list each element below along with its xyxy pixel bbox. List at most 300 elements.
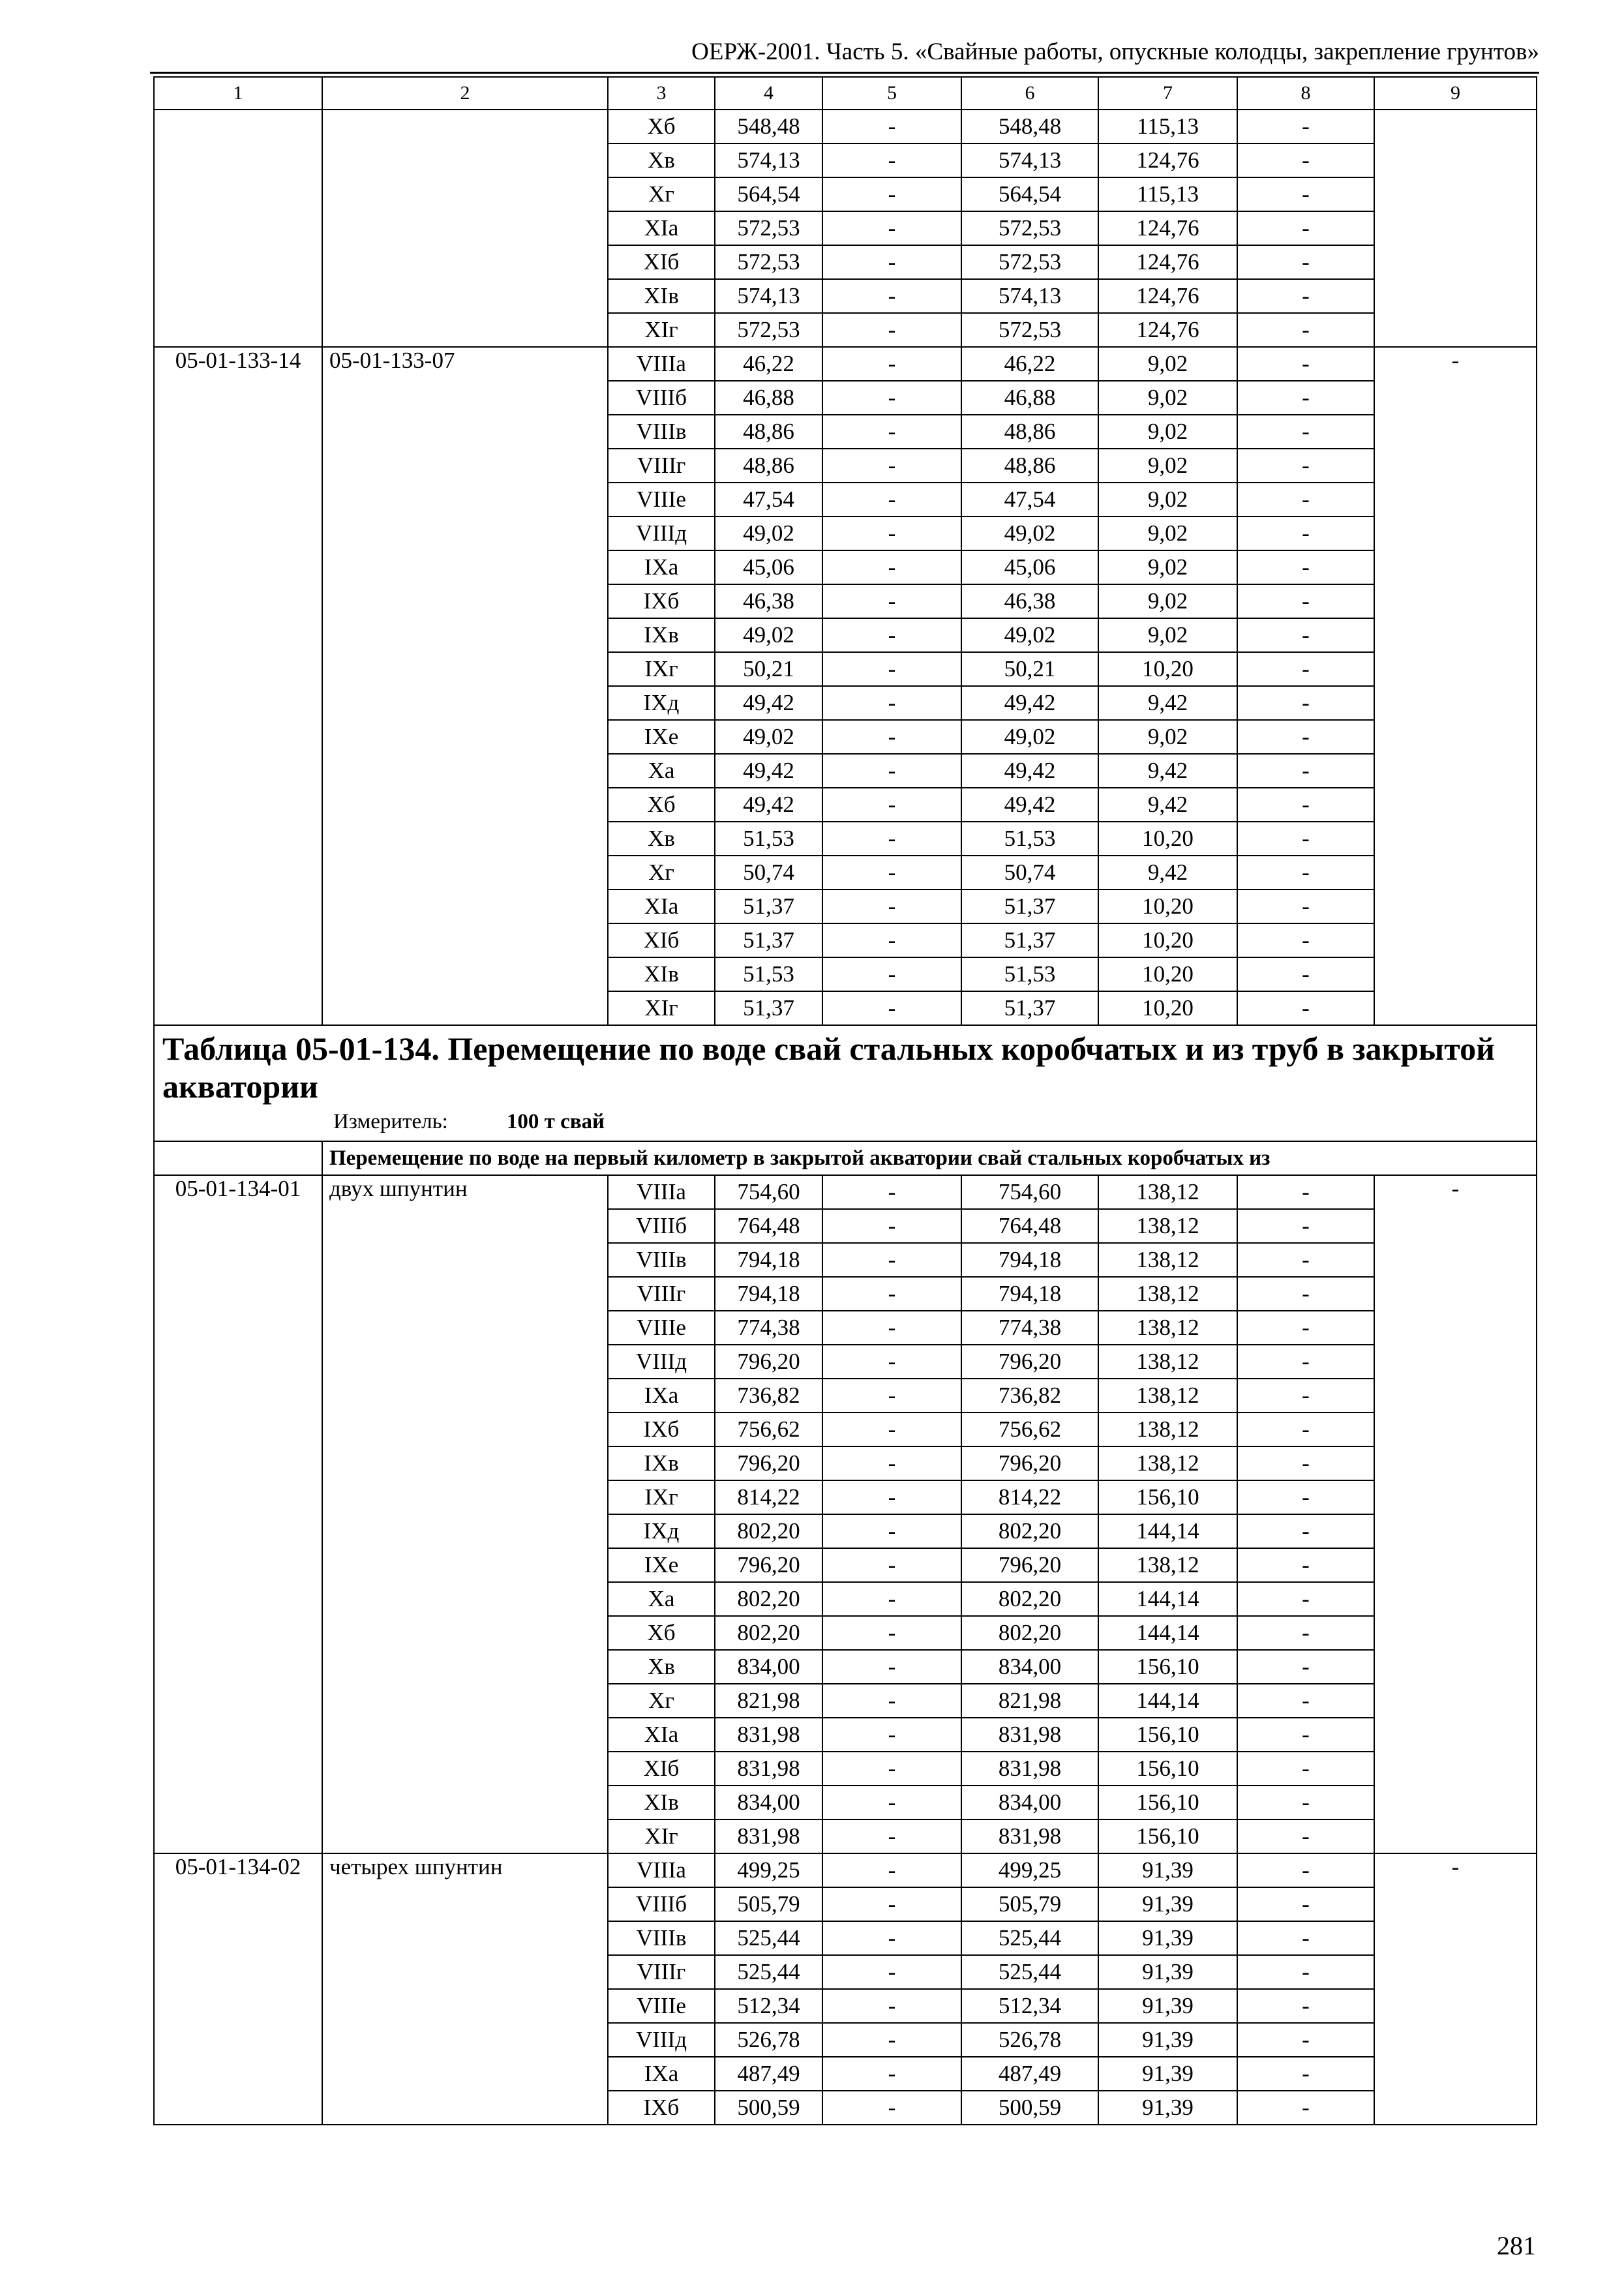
machine-cost-cell: 48,86 [961,415,1098,449]
machine-cost-cell: 51,37 [961,890,1098,923]
norm-name: 05-01-133-07 [322,347,608,1025]
materials-cell: - [1237,788,1374,822]
driver-wage-cell: 9,02 [1098,381,1237,415]
materials-cell: - [1237,483,1374,516]
page-number: 281 [1497,2231,1536,2260]
unit-value: 100 т свай [506,1110,605,1133]
class-cell: VIIIа [608,347,715,381]
driver-wage-cell: 156,10 [1098,1752,1237,1786]
materials-cell: - [1237,652,1374,686]
total-cost-cell: 821,98 [715,1684,822,1718]
class-cell: VIIIд [608,516,715,550]
machine-cost-cell: 574,13 [961,143,1098,177]
materials-cell: - [1237,618,1374,652]
driver-wage-cell: 91,39 [1098,1921,1237,1955]
machine-cost-cell: 796,20 [961,1446,1098,1480]
driver-wage-cell: 138,12 [1098,1175,1237,1209]
machine-cost-cell: 814,22 [961,1480,1098,1514]
wage-cell: - [822,143,961,177]
total-cost-cell: 834,00 [715,1650,822,1684]
class-cell: Xа [608,754,715,788]
class-cell: XIг [608,1819,715,1853]
column-number: 9 [1374,77,1537,110]
wage-cell: - [822,1548,961,1582]
unit-line [162,1105,1528,1138]
machine-cost-cell: 831,98 [961,1752,1098,1786]
total-cost-cell: 49,02 [715,516,822,550]
machine-cost-cell: 794,18 [961,1243,1098,1277]
wage-cell: - [822,177,961,211]
class-cell: VIIIб [608,381,715,415]
class-cell: XIа [608,211,715,245]
machine-cost-cell: 774,38 [961,1311,1098,1345]
class-cell: VIIIг [608,1277,715,1311]
materials-cell: - [1237,177,1374,211]
class-cell: XIв [608,279,715,313]
class-cell: XIв [608,957,715,991]
total-cost-cell: 49,42 [715,788,822,822]
col9-value: - [1374,1853,1537,2125]
total-cost-cell: 50,21 [715,652,822,686]
materials-cell: - [1237,856,1374,890]
class-cell: VIIIв [608,1921,715,1955]
class-cell: XIб [608,923,715,957]
wage-cell: - [822,550,961,584]
column-number-row [154,77,1537,110]
total-cost-cell: 794,18 [715,1277,822,1311]
machine-cost-cell: 526,78 [961,2023,1098,2057]
class-cell: Xг [608,177,715,211]
wage-cell: - [822,2057,961,2091]
norm-code: 05-01-134-02 [154,1853,322,2125]
materials-cell: - [1237,2023,1374,2057]
driver-wage-cell: 138,12 [1098,1243,1237,1277]
driver-wage-cell: 156,10 [1098,1480,1237,1514]
class-cell: IXб [608,2091,715,2125]
wage-cell: - [822,754,961,788]
class-cell: XIв [608,1786,715,1819]
wage-cell: - [822,1786,961,1819]
machine-cost-cell: 51,37 [961,923,1098,957]
wage-cell: - [822,1684,961,1718]
class-cell: Xб [608,1616,715,1650]
driver-wage-cell: 144,14 [1098,1514,1237,1548]
wage-cell: - [822,584,961,618]
materials-cell: - [1237,279,1374,313]
machine-cost-cell: 512,34 [961,1989,1098,2023]
wage-cell: - [822,1311,961,1345]
materials-cell: - [1237,415,1374,449]
class-cell: IXе [608,720,715,754]
total-cost-cell: 48,86 [715,415,822,449]
norm-name [322,110,608,347]
materials-cell: - [1237,1989,1374,2023]
total-cost-cell: 774,38 [715,1311,822,1345]
class-cell: IXб [608,584,715,618]
class-cell: VIIIа [608,1175,715,1209]
total-cost-cell: 548,48 [715,110,822,143]
total-cost-cell: 47,54 [715,483,822,516]
wage-cell: - [822,1819,961,1853]
driver-wage-cell: 9,02 [1098,483,1237,516]
class-cell: IXв [608,1446,715,1480]
column-number: 2 [322,77,608,110]
materials-cell: - [1237,1480,1374,1514]
driver-wage-cell: 10,20 [1098,957,1237,991]
total-cost-cell: 756,62 [715,1413,822,1446]
col9-value [1374,110,1537,347]
wage-cell: - [822,449,961,483]
class-cell: VIIIе [608,1311,715,1345]
wage-cell: - [822,1480,961,1514]
total-cost-cell: 46,88 [715,381,822,415]
driver-wage-cell: 9,02 [1098,449,1237,483]
materials-cell: - [1237,754,1374,788]
machine-cost-cell: 50,74 [961,856,1098,890]
column-number: 1 [154,77,322,110]
norm-code [154,110,322,347]
materials-cell: - [1237,449,1374,483]
machine-cost-cell: 574,13 [961,279,1098,313]
total-cost-cell: 49,02 [715,720,822,754]
materials-cell: - [1237,1243,1374,1277]
machine-cost-cell: 821,98 [961,1684,1098,1718]
driver-wage-cell: 10,20 [1098,652,1237,686]
col9-value: - [1374,1175,1537,1853]
materials-cell: - [1237,1684,1374,1718]
materials-cell: - [1237,2057,1374,2091]
driver-wage-cell: 9,42 [1098,856,1237,890]
materials-cell: - [1237,110,1374,143]
machine-cost-cell: 736,82 [961,1379,1098,1413]
wage-cell: - [822,1345,961,1379]
driver-wage-cell: 138,12 [1098,1379,1237,1413]
machine-cost-cell: 764,48 [961,1209,1098,1243]
col9-value: - [1374,347,1537,1025]
materials-cell: - [1237,1650,1374,1684]
materials-cell: - [1237,1446,1374,1480]
class-cell: XIг [608,313,715,347]
total-cost-cell: 831,98 [715,1718,822,1752]
driver-wage-cell: 9,02 [1098,720,1237,754]
wage-cell: - [822,991,961,1025]
wage-cell: - [822,1209,961,1243]
wage-cell: - [822,1582,961,1616]
class-cell: IXв [608,618,715,652]
driver-wage-cell: 156,10 [1098,1786,1237,1819]
materials-cell: - [1237,1582,1374,1616]
total-cost-cell: 802,20 [715,1514,822,1548]
class-cell: Xв [608,1650,715,1684]
wage-cell: - [822,1277,961,1311]
class-cell: VIIIд [608,2023,715,2057]
materials-cell: - [1237,1752,1374,1786]
materials-cell: - [1237,1786,1374,1819]
wage-cell: - [822,313,961,347]
class-cell: VIIIб [608,1887,715,1921]
materials-cell: - [1237,211,1374,245]
driver-wage-cell: 91,39 [1098,1955,1237,1989]
machine-cost-cell: 834,00 [961,1650,1098,1684]
machine-cost-cell: 548,48 [961,110,1098,143]
wage-cell: - [822,347,961,381]
materials-cell: - [1237,313,1374,347]
total-cost-cell: 796,20 [715,1446,822,1480]
table-row [154,1853,1537,1887]
materials-cell: - [1237,1616,1374,1650]
total-cost-cell: 512,34 [715,1989,822,2023]
total-cost-cell: 754,60 [715,1175,822,1209]
subheading: Перемещение по воде на первый километр в закрытой акватории свай стальных коробчатых из [322,1141,1537,1175]
wage-cell: - [822,957,961,991]
machine-cost-cell: 802,20 [961,1514,1098,1548]
class-cell: Xг [608,856,715,890]
class-cell: IXа [608,1379,715,1413]
total-cost-cell: 572,53 [715,245,822,279]
driver-wage-cell: 9,42 [1098,686,1237,720]
column-number: 8 [1237,77,1374,110]
wage-cell: - [822,1175,961,1209]
class-cell: Xб [608,788,715,822]
machine-cost-cell: 802,20 [961,1582,1098,1616]
class-cell: VIIIб [608,1209,715,1243]
class-cell: Xв [608,822,715,856]
total-cost-cell: 49,42 [715,754,822,788]
total-cost-cell: 45,06 [715,550,822,584]
wage-cell: - [822,110,961,143]
class-cell: VIIIв [608,415,715,449]
machine-cost-cell: 487,49 [961,2057,1098,2091]
materials-cell: - [1237,516,1374,550]
class-cell: IXа [608,550,715,584]
wage-cell: - [822,483,961,516]
driver-wage-cell: 91,39 [1098,1887,1237,1921]
driver-wage-cell: 9,02 [1098,415,1237,449]
driver-wage-cell: 9,42 [1098,754,1237,788]
table-title-row [154,1025,1537,1141]
driver-wage-cell: 156,10 [1098,1650,1237,1684]
class-cell: IXб [608,1413,715,1446]
materials-cell: - [1237,1345,1374,1379]
class-cell: VIIIг [608,1955,715,1989]
driver-wage-cell: 124,76 [1098,211,1237,245]
norm-name: двух шпунтин [322,1175,608,1853]
norm-code: 05-01-134-01 [154,1175,322,1853]
wage-cell: - [822,1243,961,1277]
total-cost-cell: 526,78 [715,2023,822,2057]
total-cost-cell: 51,53 [715,822,822,856]
driver-wage-cell: 9,02 [1098,347,1237,381]
total-cost-cell: 572,53 [715,313,822,347]
machine-cost-cell: 49,42 [961,788,1098,822]
materials-cell: - [1237,1209,1374,1243]
table-row [154,110,1537,143]
driver-wage-cell: 156,10 [1098,1718,1237,1752]
materials-cell: - [1237,143,1374,177]
machine-cost-cell: 46,88 [961,381,1098,415]
machine-cost-cell: 45,06 [961,550,1098,584]
wage-cell: - [822,890,961,923]
machine-cost-cell: 834,00 [961,1786,1098,1819]
column-number: 5 [822,77,961,110]
total-cost-cell: 51,37 [715,991,822,1025]
column-number: 7 [1098,77,1237,110]
driver-wage-cell: 10,20 [1098,822,1237,856]
machine-cost-cell: 796,20 [961,1345,1098,1379]
driver-wage-cell: 9,02 [1098,618,1237,652]
machine-cost-cell: 831,98 [961,1718,1098,1752]
wage-cell: - [822,2023,961,2057]
table-row [154,1175,1537,1209]
total-cost-cell: 49,02 [715,618,822,652]
column-number: 6 [961,77,1098,110]
materials-cell: - [1237,381,1374,415]
unit-label: Измеритель: [333,1110,448,1133]
wage-cell: - [822,1921,961,1955]
total-cost-cell: 572,53 [715,211,822,245]
machine-cost-cell: 499,25 [961,1853,1098,1887]
driver-wage-cell: 144,14 [1098,1582,1237,1616]
total-cost-cell: 574,13 [715,143,822,177]
machine-cost-cell: 49,42 [961,686,1098,720]
wage-cell: - [822,516,961,550]
class-cell: VIIIе [608,483,715,516]
wage-cell: - [822,279,961,313]
materials-cell: - [1237,1718,1374,1752]
table-title-cell [154,1025,1537,1141]
class-cell: VIIIа [608,1853,715,1887]
driver-wage-cell: 138,12 [1098,1345,1237,1379]
driver-wage-cell: 124,76 [1098,313,1237,347]
machine-cost-cell: 794,18 [961,1277,1098,1311]
total-cost-cell: 574,13 [715,279,822,313]
machine-cost-cell: 525,44 [961,1955,1098,1989]
driver-wage-cell: 138,12 [1098,1413,1237,1446]
driver-wage-cell: 138,12 [1098,1446,1237,1480]
wage-cell: - [822,1887,961,1921]
driver-wage-cell: 138,12 [1098,1548,1237,1582]
driver-wage-cell: 115,13 [1098,177,1237,211]
class-cell: IXа [608,2057,715,2091]
class-cell: XIа [608,1718,715,1752]
wage-cell: - [822,652,961,686]
driver-wage-cell: 156,10 [1098,1819,1237,1853]
driver-wage-cell: 138,12 [1098,1277,1237,1311]
materials-cell: - [1237,1819,1374,1853]
wage-cell: - [822,1616,961,1650]
column-number: 4 [715,77,822,110]
total-cost-cell: 51,53 [715,957,822,991]
class-cell: VIIIд [608,1345,715,1379]
wage-cell: - [822,211,961,245]
machine-cost-cell: 49,42 [961,754,1098,788]
table-title: Таблица 05-01-134. Перемещение по воде свай стальных коробчатых и из труб в закрытой акватории [162,1030,1495,1105]
total-cost-cell: 764,48 [715,1209,822,1243]
total-cost-cell: 49,42 [715,686,822,720]
class-cell: IXд [608,686,715,720]
wage-cell: - [822,618,961,652]
materials-cell: - [1237,1175,1374,1209]
machine-cost-cell: 756,62 [961,1413,1098,1446]
machine-cost-cell: 49,02 [961,516,1098,550]
materials-cell: - [1237,1921,1374,1955]
total-cost-cell: 525,44 [715,1921,822,1955]
class-cell: Xа [608,1582,715,1616]
machine-cost-cell: 505,79 [961,1887,1098,1921]
materials-cell: - [1237,1413,1374,1446]
empty-cell [154,1141,322,1175]
machine-cost-cell: 564,54 [961,177,1098,211]
wage-cell: - [822,415,961,449]
driver-wage-cell: 9,02 [1098,584,1237,618]
wage-cell: - [822,1514,961,1548]
materials-cell: - [1237,890,1374,923]
machine-cost-cell: 48,86 [961,449,1098,483]
wage-cell: - [822,245,961,279]
machine-cost-cell: 500,59 [961,2091,1098,2125]
driver-wage-cell: 91,39 [1098,2023,1237,2057]
class-cell: XIб [608,1752,715,1786]
materials-cell: - [1237,1887,1374,1921]
total-cost-cell: 51,37 [715,890,822,923]
class-cell: IXг [608,1480,715,1514]
driver-wage-cell: 124,76 [1098,143,1237,177]
machine-cost-cell: 51,53 [961,822,1098,856]
class-cell: VIIIе [608,1989,715,2023]
machine-cost-cell: 572,53 [961,245,1098,279]
materials-cell: - [1237,1277,1374,1311]
total-cost-cell: 564,54 [715,177,822,211]
materials-cell: - [1237,245,1374,279]
wage-cell: - [822,1650,961,1684]
wage-cell: - [822,1718,961,1752]
total-cost-cell: 802,20 [715,1582,822,1616]
driver-wage-cell: 9,02 [1098,516,1237,550]
driver-wage-cell: 91,39 [1098,1989,1237,2023]
machine-cost-cell: 796,20 [961,1548,1098,1582]
materials-cell: - [1237,923,1374,957]
machine-cost-cell: 572,53 [961,211,1098,245]
total-cost-cell: 814,22 [715,1480,822,1514]
total-cost-cell: 505,79 [715,1887,822,1921]
class-cell: IXг [608,652,715,686]
class-cell: IXд [608,1514,715,1548]
driver-wage-cell: 10,20 [1098,923,1237,957]
total-cost-cell: 796,20 [715,1345,822,1379]
materials-cell: - [1237,1853,1374,1887]
norm-name: четырех шпунтин [322,1853,608,2125]
machine-cost-cell: 50,21 [961,652,1098,686]
wage-cell: - [822,1446,961,1480]
class-cell: Xг [608,1684,715,1718]
machine-cost-cell: 51,37 [961,991,1098,1025]
wage-cell: - [822,856,961,890]
materials-cell: - [1237,822,1374,856]
machine-cost-cell: 49,02 [961,720,1098,754]
driver-wage-cell: 138,12 [1098,1209,1237,1243]
materials-cell: - [1237,2091,1374,2125]
table-row [154,347,1537,381]
wage-cell: - [822,1413,961,1446]
class-cell: VIIIв [608,1243,715,1277]
total-cost-cell: 50,74 [715,856,822,890]
materials-cell: - [1237,1379,1374,1413]
total-cost-cell: 831,98 [715,1819,822,1853]
class-cell: XIг [608,991,715,1025]
wage-cell: - [822,1379,961,1413]
machine-cost-cell: 525,44 [961,1921,1098,1955]
wage-cell: - [822,2091,961,2125]
